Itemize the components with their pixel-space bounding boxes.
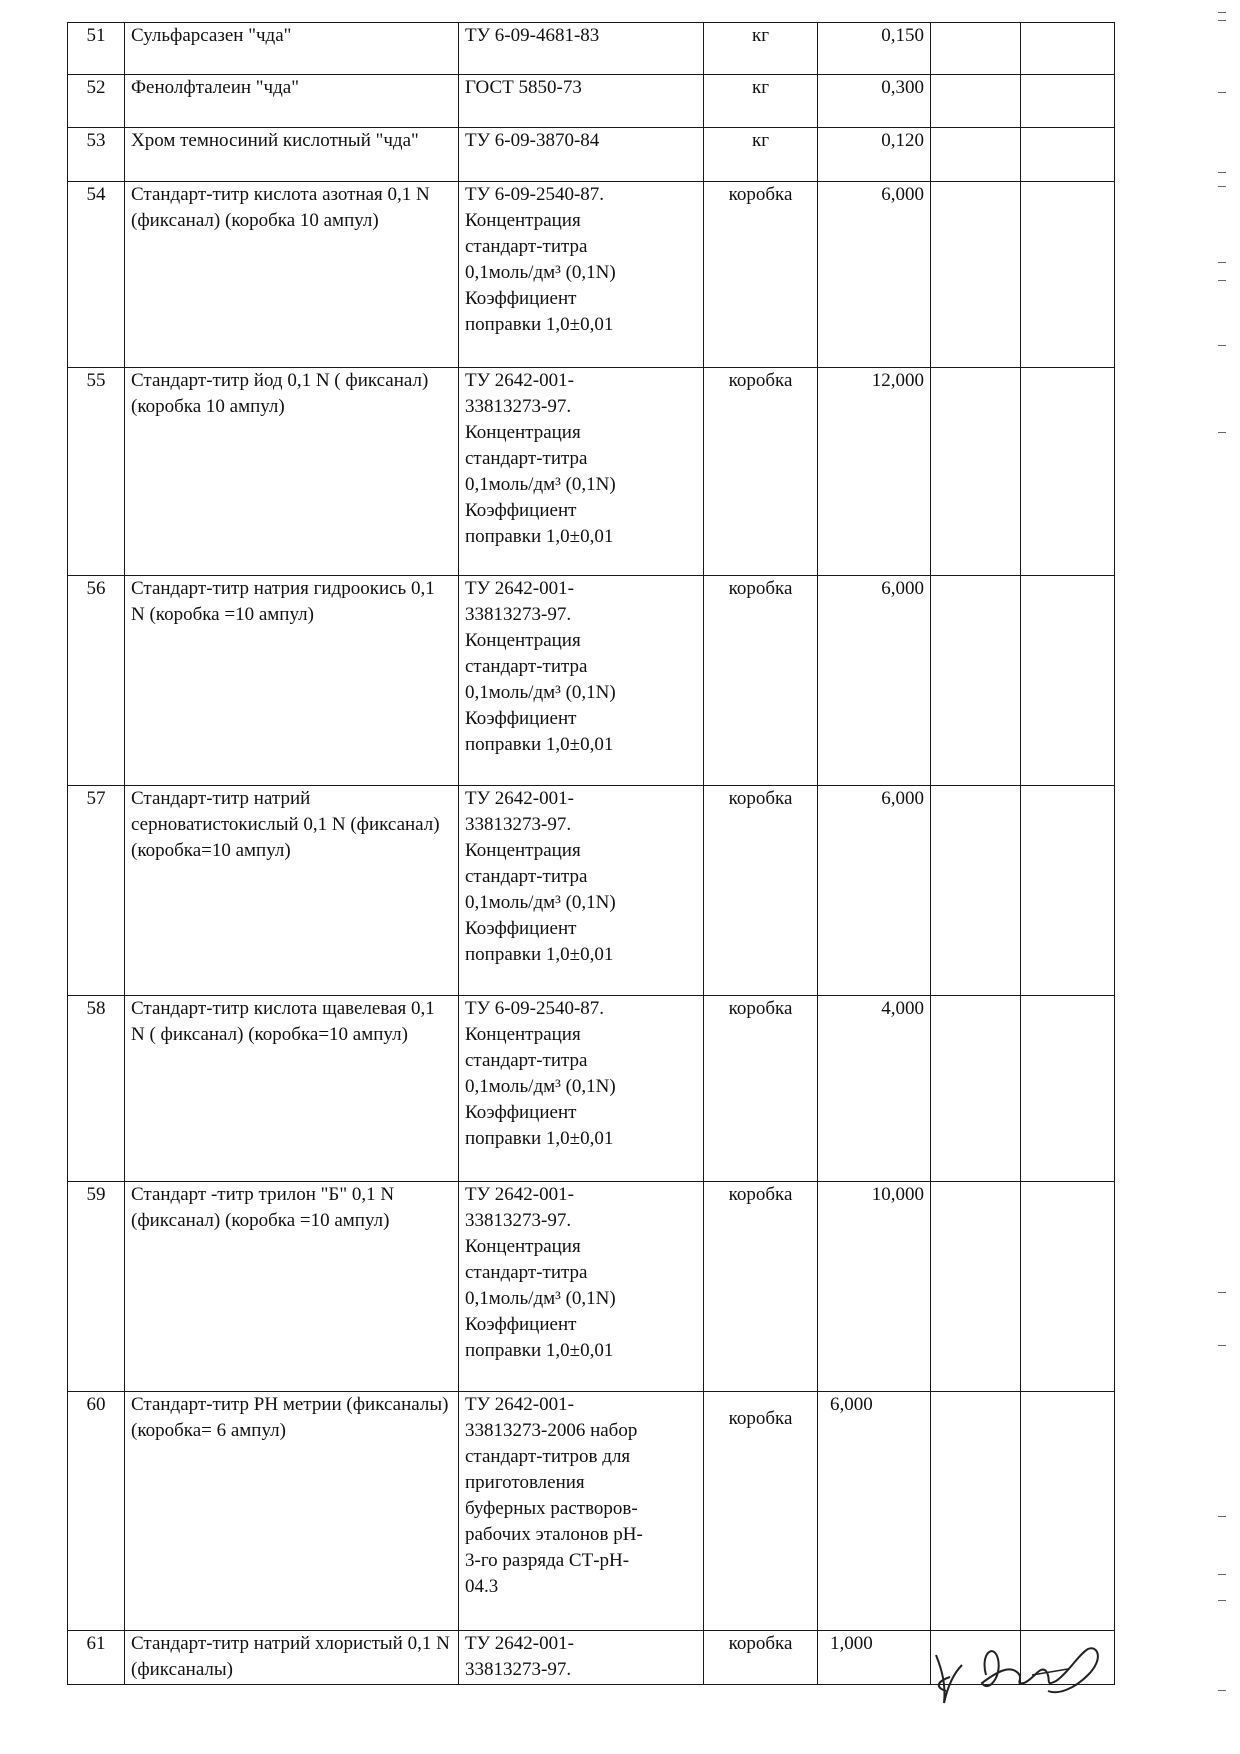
item-name: Сульфарсазен "чда" bbox=[125, 23, 459, 75]
item-unit: кг bbox=[704, 128, 818, 182]
empty-cell bbox=[1021, 1182, 1115, 1392]
empty-cell bbox=[1021, 996, 1115, 1182]
row-number: 55 bbox=[68, 368, 125, 576]
item-qty: 4,000 bbox=[818, 996, 931, 1182]
item-qty: 6,000 bbox=[818, 786, 931, 996]
item-unit: коробка bbox=[704, 576, 818, 786]
table-row bbox=[68, 75, 1115, 128]
row-number: 51 bbox=[68, 23, 125, 75]
item-spec: ТУ 2642-001- 33813273-97. bbox=[459, 1631, 704, 1685]
item-spec: ТУ 6-09-3870-84 bbox=[459, 128, 704, 182]
item-unit: коробка bbox=[704, 1392, 818, 1631]
item-spec: ТУ 2642-001- 33813273-2006 набор стандарт-титров для приготовления буферных растворов- рабочих эталонов pH- 3-го разряда СТ-рН- 04.3 bbox=[459, 1392, 704, 1631]
table-row bbox=[68, 23, 1115, 75]
item-qty: 6,000 bbox=[818, 1392, 931, 1631]
empty-cell bbox=[931, 368, 1021, 576]
item-spec: ТУ 6-09-2540-87. Концентрация стандарт-титра 0,1моль/дм³ (0,1N) Коэффициент поправки 1,0±0,01 bbox=[459, 996, 704, 1182]
row-number: 52 bbox=[68, 75, 125, 128]
empty-cell bbox=[931, 996, 1021, 1182]
row-number: 61 bbox=[68, 1631, 125, 1685]
item-unit: коробка bbox=[704, 996, 818, 1182]
item-unit: коробка bbox=[704, 786, 818, 996]
empty-cell bbox=[1021, 576, 1115, 786]
row-number: 57 bbox=[68, 786, 125, 996]
item-unit: коробка bbox=[704, 182, 818, 368]
item-qty: 0,300 bbox=[818, 75, 931, 128]
table-row bbox=[68, 786, 1115, 996]
empty-cell bbox=[1021, 23, 1115, 75]
row-number: 56 bbox=[68, 576, 125, 786]
item-name: Фенолфталеин "чда" bbox=[125, 75, 459, 128]
item-qty: 1,000 bbox=[818, 1631, 931, 1685]
row-number: 60 bbox=[68, 1392, 125, 1631]
table-row bbox=[68, 128, 1115, 182]
empty-cell bbox=[1021, 75, 1115, 128]
empty-cell bbox=[1021, 128, 1115, 182]
item-qty: 12,000 bbox=[818, 368, 931, 576]
table-row bbox=[68, 576, 1115, 786]
scan-edge-marks bbox=[1214, 0, 1226, 1754]
item-spec: ТУ 6-09-2540-87. Концентрация стандарт-титра 0,1моль/дм³ (0,1N) Коэффициент поправки 1,0±0,01 bbox=[459, 182, 704, 368]
item-qty: 0,120 bbox=[818, 128, 931, 182]
table-row bbox=[68, 1182, 1115, 1392]
specification-table bbox=[67, 22, 1115, 1685]
item-unit: кг bbox=[704, 23, 818, 75]
empty-cell bbox=[931, 75, 1021, 128]
item-spec: ТУ 2642-001- 33813273-97. Концентрация стандарт-титра 0,1моль/дм³ (0,1N) Коэффициент поправки 1,0±0,01 bbox=[459, 368, 704, 576]
row-number: 58 bbox=[68, 996, 125, 1182]
row-number: 53 bbox=[68, 128, 125, 182]
empty-cell bbox=[931, 576, 1021, 786]
item-name: Хром темносиний кислотный "чда" bbox=[125, 128, 459, 182]
item-qty: 6,000 bbox=[818, 182, 931, 368]
item-name: Стандарт -титр трилон "Б" 0,1 N (фиксанал) (коробка =10 ампул) bbox=[125, 1182, 459, 1392]
empty-cell bbox=[931, 1392, 1021, 1631]
item-unit: коробка bbox=[704, 368, 818, 576]
table-row bbox=[68, 182, 1115, 368]
row-number: 54 bbox=[68, 182, 125, 368]
item-unit: кг bbox=[704, 75, 818, 128]
item-qty: 10,000 bbox=[818, 1182, 931, 1392]
item-spec: ТУ 6-09-4681-83 bbox=[459, 23, 704, 75]
item-qty: 0,150 bbox=[818, 23, 931, 75]
table-row bbox=[68, 1392, 1115, 1631]
item-spec: ТУ 2642-001- 33813273-97. Концентрация стандарт-титра 0,1моль/дм³ (0,1N) Коэффициент поправки 1,0±0,01 bbox=[459, 576, 704, 786]
row-number: 59 bbox=[68, 1182, 125, 1392]
empty-cell bbox=[931, 1182, 1021, 1392]
item-name: Стандарт-титр йод 0,1 N ( фиксанал) (коробка 10 ампул) bbox=[125, 368, 459, 576]
item-name: Стандарт-титр натрия гидроокись 0,1 N (коробка =10 ампул) bbox=[125, 576, 459, 786]
empty-cell bbox=[931, 23, 1021, 75]
empty-cell bbox=[1021, 368, 1115, 576]
table-row bbox=[68, 368, 1115, 576]
empty-cell bbox=[931, 128, 1021, 182]
empty-cell bbox=[1021, 1392, 1115, 1631]
item-name: Стандарт-титр натрий серноватистокислый 0,1 N (фиксанал) (коробка=10 ампул) bbox=[125, 786, 459, 996]
empty-cell bbox=[1021, 786, 1115, 996]
item-name: Стандарт-титр натрий хлористый 0,1 N (фиксаналы) bbox=[125, 1631, 459, 1685]
empty-cell bbox=[931, 786, 1021, 996]
item-spec: ТУ 2642-001- 33813273-97. Концентрация стандарт-титра 0,1моль/дм³ (0,1N) Коэффициент поправки 1,0±0,01 bbox=[459, 1182, 704, 1392]
item-qty: 6,000 bbox=[818, 576, 931, 786]
empty-cell bbox=[1021, 182, 1115, 368]
item-spec: ТУ 2642-001- 33813273-97. Концентрация стандарт-титра 0,1моль/дм³ (0,1N) Коэффициент поправки 1,0±0,01 bbox=[459, 786, 704, 996]
signature-image bbox=[928, 1625, 1118, 1710]
item-unit: коробка bbox=[704, 1631, 818, 1685]
table-row bbox=[68, 996, 1115, 1182]
item-name: Стандарт-титр РН метрии (фиксаналы) (коробка= 6 ампул) bbox=[125, 1392, 459, 1631]
item-name: Стандарт-титр кислота щавелевая 0,1 N ( фиксанал) (коробка=10 ампул) bbox=[125, 996, 459, 1182]
empty-cell bbox=[931, 182, 1021, 368]
item-spec: ГОСТ 5850-73 bbox=[459, 75, 704, 128]
item-unit: коробка bbox=[704, 1182, 818, 1392]
item-name: Стандарт-титр кислота азотная 0,1 N (фиксанал) (коробка 10 ампул) bbox=[125, 182, 459, 368]
